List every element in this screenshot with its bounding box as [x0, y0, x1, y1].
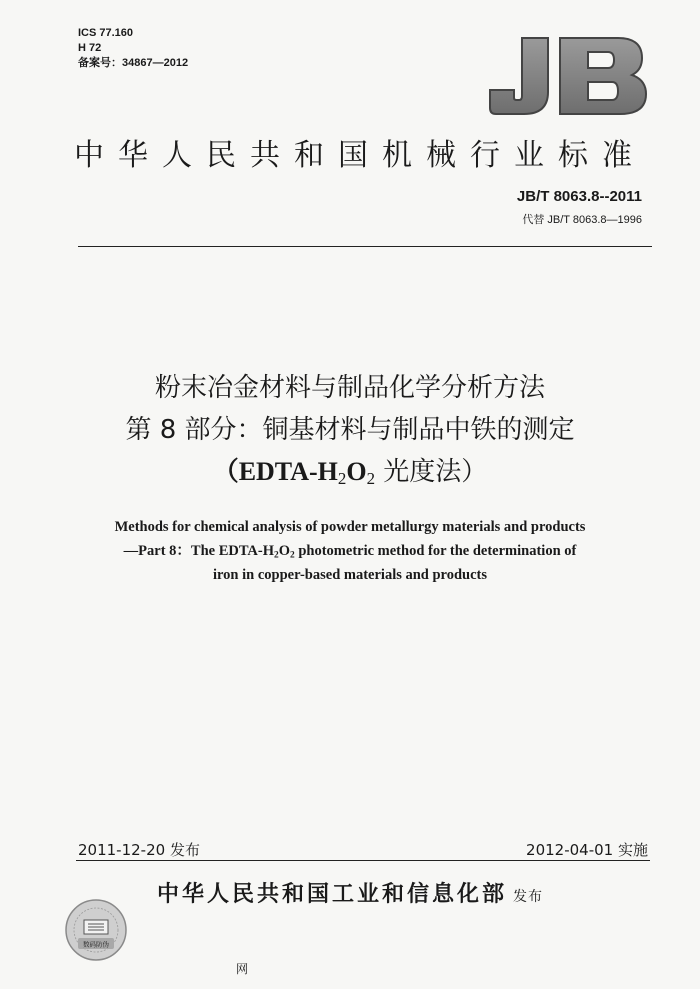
record-number: 备案号：34867—2012 — [78, 57, 189, 69]
top-divider — [78, 246, 652, 247]
standard-replaces: 代替 JB/T 8063.8—1996 — [522, 214, 642, 226]
anti-counterfeit-stamp — [64, 898, 128, 962]
meta-block — [78, 26, 188, 71]
jb-logo — [488, 34, 650, 118]
standard-number: JB/T 8063.8--2011 — [516, 188, 642, 205]
bottom-divider — [76, 860, 650, 861]
issuer-name: 中华人民共和国工业和信息化部 — [156, 882, 507, 907]
stamp-label: 数码防伪 — [83, 940, 109, 949]
issued-date: 2011-12-20 发布 — [78, 841, 200, 859]
footer-text: 网 — [236, 962, 249, 976]
title-en-line3: iron in copper-based materials and products — [212, 567, 488, 583]
org-title: 中华人民共和国机械行业标准 — [74, 138, 646, 173]
title-en-line1: Methods for chemical analysis of powder metallurgy materials and products — [114, 519, 586, 535]
title-cn-line3: （$EDTA-H_2O_2$ 光度法） — [212, 457, 488, 489]
title-cn-line1: 粉末冶金材料与制品化学分析方法 — [154, 373, 545, 403]
title-cn-line2: 第 8 部分：铜基材料与制品中铁的测定 — [125, 415, 575, 445]
ics-code: ICS 77.160 — [78, 27, 134, 39]
title-en-line2: —Part 8：The EDTA-$H_2O_2$ photometric method for the determination of — [123, 543, 577, 561]
issuer-suffix: 发布 — [513, 889, 543, 905]
effective-date: 2012-04-01 实施 — [526, 841, 648, 859]
h-code: H 72 — [78, 42, 102, 54]
logo-text: JB — [488, 34, 489, 35]
